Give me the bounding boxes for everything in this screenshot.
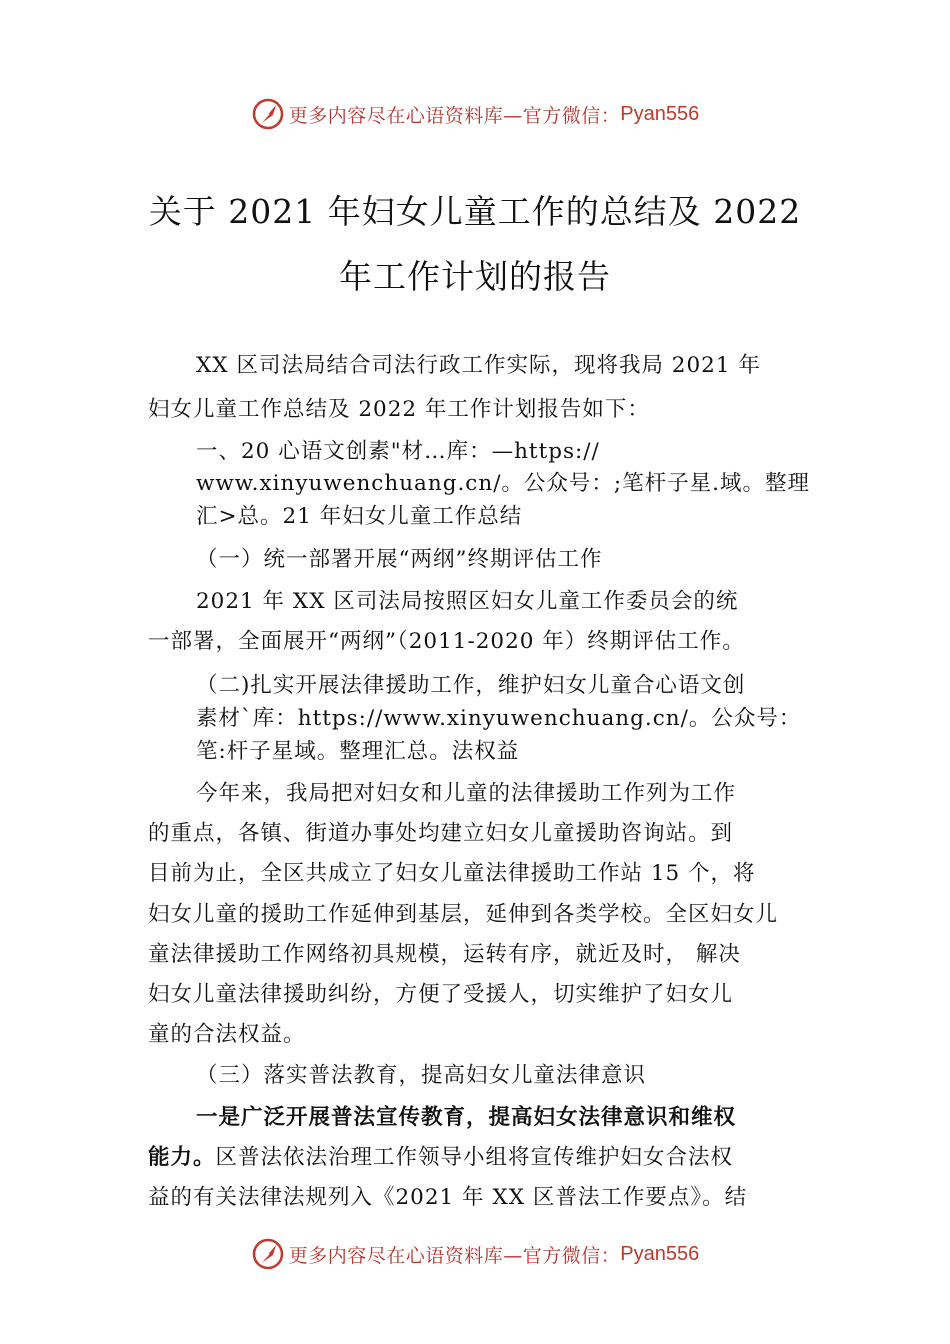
body-line: 一、20 心语文创素"材…库：—https:// [196,439,600,464]
bold-lead-line: 一是广泛开展普法宣传教育，提高妇女法律意识和维权 [196,1105,737,1130]
body-line: 素材`库：https://www.xinyuwenchuang.cn/。公众号： [196,706,802,731]
body-line: 笔:杆子星域。整理汇总。法权益 [196,739,520,764]
bold-lead-end: 能力。 [148,1145,216,1170]
body-line: 汇>总。21 年妇女儿童工作总结 [196,504,523,529]
document-title-line-1: 关于 2021 年妇女儿童工作的总结及 2022 [148,192,802,231]
body-line-mixed [148,1140,733,1171]
body-line: 妇女儿童的援助工作延伸到基层，延伸到各类学校。全区妇女儿 [148,902,779,927]
banner-wechat-id: Pyan556 [620,1242,700,1265]
feather-pen-icon [251,97,285,131]
banner-text: 更多内容尽在心语资料库—官方微信： [288,1244,621,1267]
footer-banner [0,1234,950,1274]
body-line: 童法律援助工作网络初具规模，运转有序，就近及时， 解决 [148,942,741,967]
body-line: www.xinyuwenchuang.cn/。公众号：;笔杆子星.域。整理 [196,471,811,496]
section-heading: （一）统一部署开展“两纲”终期评估工作 [196,547,603,572]
section-heading: （二)扎实开展法律援助工作，维护妇女儿童合心语文创 [196,673,746,698]
body-line: 一部署，全面展开“两纲”（2011-2020 年）终期评估工作。 [148,629,745,654]
document-title-line-2: 年工作计划的报告 [339,257,611,296]
body-line: 童的合法权益。 [148,1022,306,1047]
banner-wechat-id: Pyan556 [620,102,700,125]
header-banner [0,94,950,134]
body-line: 妇女儿童工作总结及 2022 年工作计划报告如下： [148,397,650,422]
body-line: 益的有关法律法规列入《2021 年 XX 区普法工作要点》。结 [148,1185,748,1210]
body-line: XX 区司法局结合司法行政工作实际，现将我局 2021 年 [196,353,761,378]
feather-pen-icon [251,1237,285,1271]
body-line: 的重点，各镇、街道办事处均建立妇女儿童援助咨询站。到 [148,821,734,846]
section-heading: （三）落实普法教育，提高妇女儿童法律意识 [196,1063,647,1088]
body-line-continuation: 区普法依法治理工作领导小组将宣传维护妇女合法权 [215,1145,734,1170]
body-line: 目前为止，全区共成立了妇女儿童法律援助工作站 15 个，将 [148,861,756,886]
body-line: 今年来，我局把对妇女和儿童的法律援助工作列为工作 [196,781,737,806]
body-line: 2021 年 XX 区司法局按照区妇女儿童工作委员会的统 [196,589,739,614]
body-line: 妇女儿童法律援助纠纷，方便了受援人，切实维护了妇女儿 [148,982,734,1007]
banner-text: 更多内容尽在心语资料库—官方微信： [288,104,621,127]
